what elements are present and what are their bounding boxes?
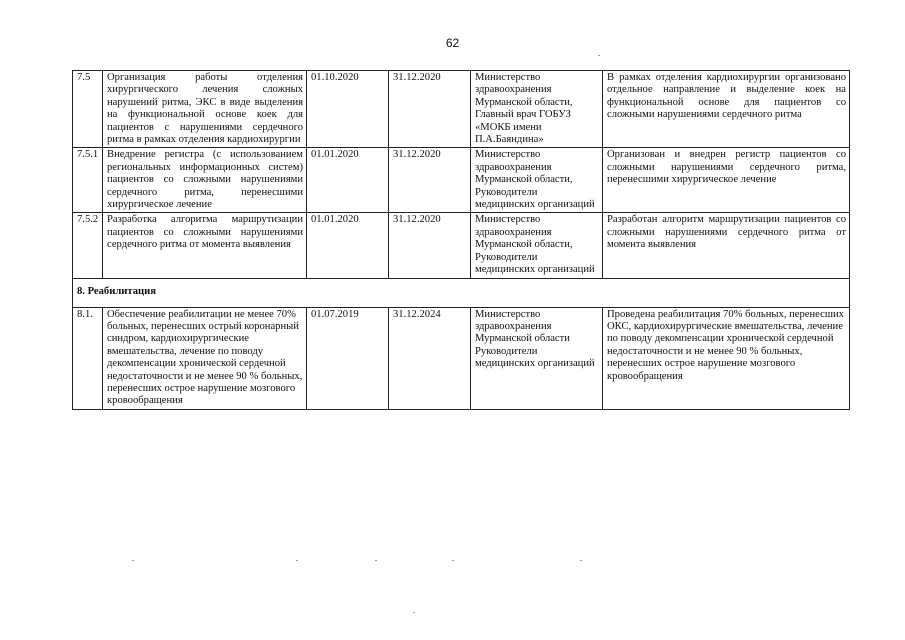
- row-number: 8.1.: [73, 307, 103, 409]
- row-number: 7.5.1: [73, 148, 103, 213]
- activities-table: [72, 70, 850, 410]
- result-cell: Организован и внедрен регистр пациентов со сложными нарушениями сердечного ритма, перенесшими хирургическое лечение: [603, 148, 850, 213]
- scan-speck: [296, 560, 298, 561]
- scan-speck: [598, 55, 600, 56]
- row-number: 7.5.2: [73, 213, 103, 278]
- section-heading: 8. Реабилитация: [73, 278, 850, 307]
- table-row: [73, 71, 850, 148]
- table-row: [73, 307, 850, 409]
- end-date-cell: 31.12.2024: [389, 307, 471, 409]
- start-date-cell: 01.01.2020: [307, 148, 389, 213]
- end-date-cell: 31.12.2020: [389, 148, 471, 213]
- start-date-cell: 01.01.2020: [307, 213, 389, 278]
- end-date-cell: 31.12.2020: [389, 71, 471, 148]
- responsible-cell: Министерство здравоохранения Мурманской области, Руководители медицинских организаций: [471, 213, 603, 278]
- section-row: [73, 278, 850, 307]
- start-date-cell: 01.07.2019: [307, 307, 389, 409]
- result-cell: В рамках отделения кардиохирургии организовано отдельное направление и выделение коек на функциональной основе для пациентов со сложными нарушениями сердечного ритма: [603, 71, 850, 148]
- end-date-cell: 31.12.2020: [389, 213, 471, 278]
- action-cell: Обеспечение реабилитации не менее 70% больных, перенесших острый коронарный синдром, кардиохирургические вмешательства, лечение по поводу декомпенсации хронической сердечной недостаточности и не менее 90 % больных, перенесших острое нарушение мозгового кровообращения: [103, 307, 307, 409]
- table-row: [73, 213, 850, 278]
- responsible-cell: Министерство здравоохранения Мурманской области, Руководители медицинских организаций: [471, 148, 603, 213]
- result-cell: Разработан алгоритм маршрутизации пациентов со сложными нарушениями сердечного ритма от момента выявления: [603, 213, 850, 278]
- scan-speck: [580, 560, 582, 561]
- action-cell: Организация работы отделения хирургического лечения сложных нарушений ритма, ЭКС в виде выделения на функциональной основе коек для пациентов с нарушениями сердечного ритма в рамках отделения кардиохирургии: [103, 71, 307, 148]
- row-number: 7.5: [73, 71, 103, 148]
- action-cell: Внедрение регистра (с использованием региональных информационных систем) пациентов со сложными нарушениями сердечного ритма, перенесшими хирургическое лечение: [103, 148, 307, 213]
- responsible-cell: Министерство здравоохранения Мурманской области Руководители медицинских организаций: [471, 307, 603, 409]
- scan-speck: [413, 612, 415, 613]
- page-number: 62: [445, 36, 460, 50]
- scan-speck: [375, 560, 377, 561]
- start-date-cell: 01.10.2020: [307, 71, 389, 148]
- result-cell: Проведена реабилитация 70% больных, перенесших ОКС, кардиохирургические вмешательства, лечение по поводу декомпенсации хронической сердечной недостаточности и не менее 90 % больных, перенесших острое нарушение мозгового кровообращения: [603, 307, 850, 409]
- scan-speck: [132, 560, 134, 561]
- scan-speck: [452, 560, 454, 561]
- table-row: [73, 148, 850, 213]
- action-cell: Разработка алгоритма маршрутизации пациентов со сложными нарушениями сердечного ритма от момента выявления: [103, 213, 307, 278]
- responsible-cell: Министерство здравоохранения Мурманской области, Главный врач ГОБУЗ «МОКБ имени П.А.Баяндина»: [471, 71, 603, 148]
